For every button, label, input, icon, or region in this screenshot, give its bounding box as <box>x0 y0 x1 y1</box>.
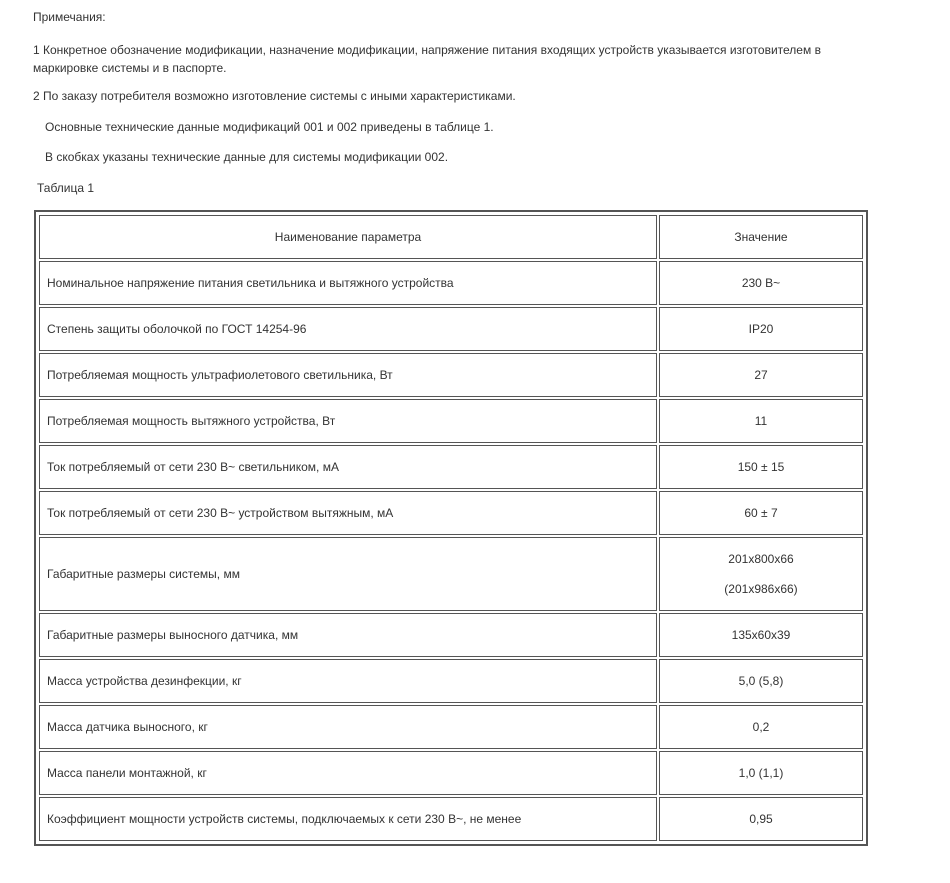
table-header-row <box>39 215 863 259</box>
row-value: 135х60х39 <box>659 613 863 657</box>
table-row <box>39 491 863 535</box>
table-row <box>39 797 863 841</box>
row-value: 0,2 <box>659 705 863 749</box>
table-row <box>39 353 863 397</box>
table-row <box>39 705 863 749</box>
row-param: Потребляемая мощность вытяжного устройства, Вт <box>39 399 657 443</box>
row-value-primary: 201х800х66 <box>728 552 794 566</box>
table-row <box>39 751 863 795</box>
table-row <box>39 537 863 611</box>
header-param: Наименование параметра <box>39 215 657 259</box>
note-1: 1 Конкретное обозначение модификации, назначение модификации, напряжение питания входящих устройств указывается изготовителем в маркировке системы и в паспорте. <box>33 43 821 75</box>
row-value: 0,95 <box>659 797 863 841</box>
row-param: Масса панели монтажной, кг <box>39 751 657 795</box>
notes-heading: Примечания: <box>33 10 106 24</box>
row-value <box>659 537 863 611</box>
row-value: 27 <box>659 353 863 397</box>
row-value: IP20 <box>659 307 863 351</box>
table-row <box>39 613 863 657</box>
row-value: 11 <box>659 399 863 443</box>
row-param: Габаритные размеры выносного датчика, мм <box>39 613 657 657</box>
specs-table <box>37 213 865 843</box>
table-caption: Таблица 1 <box>37 181 95 195</box>
row-param: Масса устройства дезинфекции, кг <box>39 659 657 703</box>
row-value: 150 ± 15 <box>659 445 863 489</box>
row-value-secondary: (201х986х66) <box>724 582 798 596</box>
row-param: Номинальное напряжение питания светильника и вытяжного устройства <box>39 261 657 305</box>
row-param: Ток потребляемый от сети 230 В~ светильником, мА <box>39 445 657 489</box>
specs-table-frame <box>34 210 868 846</box>
row-param: Степень защиты оболочкой по ГОСТ 14254-96 <box>39 307 657 351</box>
row-value: 1,0 (1,1) <box>659 751 863 795</box>
note-2: 2 По заказу потребителя возможно изготовление системы с иными характеристиками. <box>33 89 516 103</box>
header-value: Значение <box>659 215 863 259</box>
row-param: Ток потребляемый от сети 230 В~ устройством вытяжным, мА <box>39 491 657 535</box>
row-param: Габаритные размеры системы, мм <box>39 537 657 611</box>
row-param: Масса датчика выносного, кг <box>39 705 657 749</box>
paragraph-brackets-note: В скобках указаны технические данные для системы модификации 002. <box>45 150 449 164</box>
table-row <box>39 307 863 351</box>
row-value: 230 В~ <box>659 261 863 305</box>
row-value: 60 ± 7 <box>659 491 863 535</box>
row-value: 5,0 (5,8) <box>659 659 863 703</box>
table-row <box>39 659 863 703</box>
table-row <box>39 261 863 305</box>
table-row <box>39 445 863 489</box>
table-row <box>39 399 863 443</box>
row-param: Коэффициент мощности устройств системы, подключаемых к сети 230 В~, не менее <box>39 797 657 841</box>
paragraph-table-reference: Основные технические данные модификаций 001 и 002 приведены в таблице 1. <box>45 120 494 134</box>
row-param: Потребляемая мощность ультрафиолетового светильника, Вт <box>39 353 657 397</box>
